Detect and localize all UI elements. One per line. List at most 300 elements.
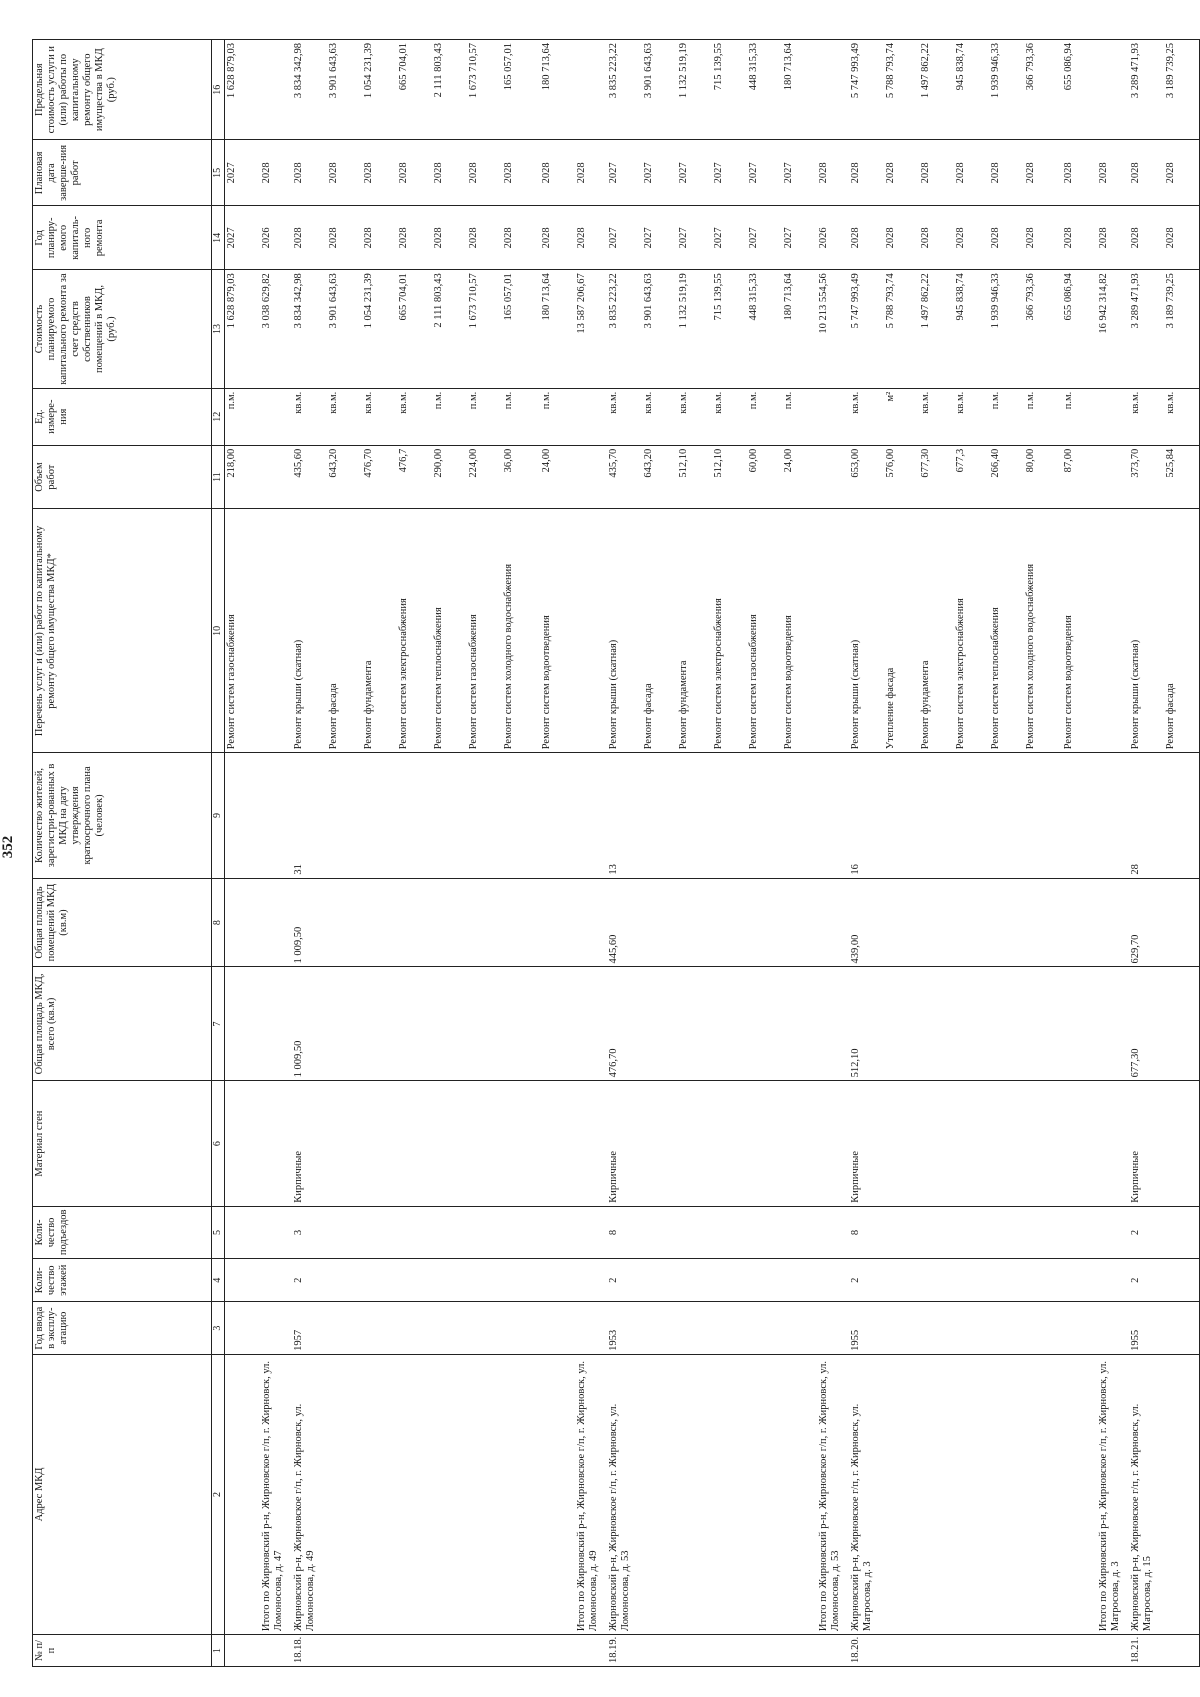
address-cell (884, 1354, 919, 1634)
planned-repair-year-cell: 2027 (225, 206, 261, 270)
row-number-cell (642, 1635, 677, 1667)
residents-count-cell (642, 753, 677, 878)
total-area-cell: 677,30 (1129, 967, 1164, 1081)
table-row (849, 40, 884, 1667)
table-row (747, 40, 782, 1667)
entrances-count-cell (1024, 1206, 1062, 1258)
capital-repair-table (32, 39, 1200, 1667)
total-area-cell (1024, 967, 1062, 1081)
header-cell: Ед. измере-ния (33, 388, 212, 445)
year-commissioned-cell (1164, 1302, 1200, 1354)
address-cell (954, 1354, 989, 1634)
column-number: 8 (212, 878, 225, 967)
floors-count-cell (817, 1259, 849, 1302)
work-volume-cell (575, 445, 607, 509)
premises-area-cell (1062, 878, 1097, 967)
floors-count-cell: 2 (1129, 1259, 1164, 1302)
wall-material-cell (642, 1081, 677, 1206)
floors-count-cell (782, 1259, 817, 1302)
wall-material-cell (575, 1081, 607, 1206)
total-area-cell (884, 967, 919, 1081)
premises-area-cell (432, 878, 467, 967)
table-row (607, 40, 642, 1667)
floors-count-cell (747, 1259, 782, 1302)
planned-repair-year-cell: 2028 (540, 206, 575, 270)
residents-count-cell: 31 (292, 753, 327, 878)
entrances-count-cell (397, 1206, 432, 1258)
column-number: 11 (212, 445, 225, 509)
planned-completion-date-cell: 2028 (1129, 140, 1164, 206)
address-cell (362, 1354, 397, 1634)
residents-count-cell: 16 (849, 753, 884, 878)
premises-area-cell (260, 878, 292, 967)
column-number: 7 (212, 967, 225, 1081)
entrances-count-cell (260, 1206, 292, 1258)
repair-cost-cell: 1 628 879,03 (225, 270, 261, 388)
residents-count-cell (1097, 753, 1129, 878)
floors-count-cell (712, 1259, 747, 1302)
repair-cost-cell: 3 289 471,93 (1129, 270, 1164, 388)
unit-cell: п.м. (782, 388, 817, 445)
table-row (292, 40, 327, 1667)
max-cost-cell: 2 111 803,43 (432, 40, 467, 140)
header-cell: Количество жителей, зарегистри-рованных в МКД на дату утверждения краткосрочного плана (человек) (33, 753, 212, 878)
planned-repair-year-cell: 2028 (1129, 206, 1164, 270)
unit-cell: п.м. (432, 388, 467, 445)
work-type-cell: Ремонт фасада (642, 509, 677, 753)
floors-count-cell (919, 1259, 954, 1302)
address-cell (397, 1354, 432, 1634)
entrances-count-cell (467, 1206, 502, 1258)
row-number-cell (884, 1635, 919, 1667)
wall-material-cell (397, 1081, 432, 1206)
row-number-cell (919, 1635, 954, 1667)
premises-area-cell (1164, 878, 1200, 967)
total-area-cell (1062, 967, 1097, 1081)
year-commissioned-cell (642, 1302, 677, 1354)
wall-material-cell (432, 1081, 467, 1206)
year-commissioned-cell (397, 1302, 432, 1354)
work-type-cell: Ремонт систем холодного водоснабжения (502, 509, 540, 753)
planned-repair-year-cell: 2026 (817, 206, 849, 270)
wall-material-cell (327, 1081, 362, 1206)
max-cost-cell: 3 189 739,25 (1164, 40, 1200, 140)
header-cell: Стоимость планируемого капитального ремонта за счет средств собственников помещений в МКД, (руб.) (33, 270, 212, 388)
planned-repair-year-cell: 2028 (1164, 206, 1200, 270)
table-row (362, 40, 397, 1667)
work-type-cell (575, 509, 607, 753)
repair-cost-cell: 715 139,55 (712, 270, 747, 388)
residents-count-cell (540, 753, 575, 878)
work-type-cell (817, 509, 849, 753)
residents-count-cell (432, 753, 467, 878)
residents-count-cell (884, 753, 919, 878)
year-commissioned-cell (327, 1302, 362, 1354)
repair-cost-cell: 2 111 803,43 (432, 270, 467, 388)
planned-completion-date-cell: 2028 (954, 140, 989, 206)
row-number-cell: 18.18. (292, 1635, 327, 1667)
floors-count-cell (884, 1259, 919, 1302)
floors-count-cell: 2 (607, 1259, 642, 1302)
repair-cost-cell: 366 793,36 (1024, 270, 1062, 388)
unit-cell: кв.м. (642, 388, 677, 445)
repair-cost-cell: 945 838,74 (954, 270, 989, 388)
work-volume-cell: 24,00 (782, 445, 817, 509)
address-cell (1164, 1354, 1200, 1634)
premises-area-cell (747, 878, 782, 967)
address-cell (747, 1354, 782, 1634)
premises-area-cell (954, 878, 989, 967)
unit-cell: кв.м. (1129, 388, 1164, 445)
work-type-cell: Ремонт систем электроснабжения (397, 509, 432, 753)
work-volume-cell: 373,70 (1129, 445, 1164, 509)
max-cost-cell: 1 132 519,19 (677, 40, 712, 140)
work-type-cell: Ремонт крыши (скатная) (292, 509, 327, 753)
repair-cost-cell: 180 713,64 (540, 270, 575, 388)
wall-material-cell (954, 1081, 989, 1206)
max-cost-cell: 1 628 879,03 (225, 40, 261, 140)
entrances-count-cell (540, 1206, 575, 1258)
residents-count-cell (989, 753, 1024, 878)
premises-area-cell (712, 878, 747, 967)
entrances-count-cell (327, 1206, 362, 1258)
premises-area-cell (1024, 878, 1062, 967)
header-cell: Коли-чество этажей (33, 1259, 212, 1302)
wall-material-cell (1164, 1081, 1200, 1206)
residents-count-cell (225, 753, 261, 878)
planned-repair-year-cell: 2028 (432, 206, 467, 270)
max-cost-cell: 3 834 342,98 (292, 40, 327, 140)
planned-repair-year-cell: 2027 (747, 206, 782, 270)
floors-count-cell (432, 1259, 467, 1302)
work-volume-cell: 224,00 (467, 445, 502, 509)
wall-material-cell (884, 1081, 919, 1206)
row-number-cell (397, 1635, 432, 1667)
planned-completion-date-cell: 2028 (432, 140, 467, 206)
premises-area-cell (642, 878, 677, 967)
table-row (642, 40, 677, 1667)
repair-cost-cell: 655 086,94 (1062, 270, 1097, 388)
wall-material-cell: Кирпичные (292, 1081, 327, 1206)
planned-repair-year-cell: 2028 (1097, 206, 1129, 270)
total-row (575, 40, 607, 1667)
header-cell: Общая площадь помещений МКД (кв.м) (33, 878, 212, 967)
floors-count-cell (260, 1259, 292, 1302)
max-cost-cell: 366 793,36 (1024, 40, 1062, 140)
column-number: 3 (212, 1302, 225, 1354)
entrances-count-cell (432, 1206, 467, 1258)
work-volume-cell: 576,00 (884, 445, 919, 509)
year-commissioned-cell (817, 1302, 849, 1354)
column-number: 4 (212, 1259, 225, 1302)
entrances-count-cell: 3 (292, 1206, 327, 1258)
premises-area-cell (677, 878, 712, 967)
premises-area-cell (225, 878, 261, 967)
address-cell: Жирновский р-н, Жирновское г/п, г. Жирновск, ул. Матросова, д. 15 (1129, 1354, 1164, 1634)
planned-completion-date-cell: 2028 (817, 140, 849, 206)
table-row (677, 40, 712, 1667)
planned-repair-year-cell: 2028 (575, 206, 607, 270)
wall-material-cell (540, 1081, 575, 1206)
repair-cost-cell: 3 038 629,82 (260, 270, 292, 388)
planned-completion-date-cell: 2027 (677, 140, 712, 206)
wall-material-cell (467, 1081, 502, 1206)
premises-area-cell (502, 878, 540, 967)
planned-completion-date-cell: 2028 (362, 140, 397, 206)
repair-cost-cell: 5 747 993,49 (849, 270, 884, 388)
max-cost-cell: 3 901 643,63 (327, 40, 362, 140)
address-cell: Жирновский р-н, Жирновское г/п, г. Жирновск, ул. Ломоносова, д. 49 (292, 1354, 327, 1634)
premises-area-cell: 1 009,50 (292, 878, 327, 967)
residents-count-cell (362, 753, 397, 878)
unit-cell: кв.м. (954, 388, 989, 445)
max-cost-cell: 180 713,64 (540, 40, 575, 140)
year-commissioned-cell (432, 1302, 467, 1354)
work-volume-cell: 525,84 (1164, 445, 1200, 509)
year-commissioned-cell (884, 1302, 919, 1354)
floors-count-cell (642, 1259, 677, 1302)
work-type-cell: Ремонт систем газоснабжения (225, 509, 261, 753)
work-volume-cell: 512,10 (677, 445, 712, 509)
work-volume-cell: 677,3 (954, 445, 989, 509)
planned-repair-year-cell: 2028 (1062, 206, 1097, 270)
max-cost-cell: 3 835 223,22 (607, 40, 642, 140)
residents-count-cell (954, 753, 989, 878)
table-row (712, 40, 747, 1667)
residents-count-cell (677, 753, 712, 878)
wall-material-cell (712, 1081, 747, 1206)
residents-count-cell (1024, 753, 1062, 878)
planned-completion-date-cell: 2027 (712, 140, 747, 206)
work-type-cell: Ремонт систем электроснабжения (712, 509, 747, 753)
residents-count-cell (502, 753, 540, 878)
header-row (33, 40, 212, 1667)
header-cell: № п/п (33, 1635, 212, 1667)
planned-completion-date-cell: 2028 (397, 140, 432, 206)
residents-count-cell (782, 753, 817, 878)
work-volume-cell: 512,10 (712, 445, 747, 509)
work-volume-cell: 643,20 (327, 445, 362, 509)
planned-completion-date-cell: 2028 (1062, 140, 1097, 206)
planned-completion-date-cell: 2028 (849, 140, 884, 206)
total-area-cell (747, 967, 782, 1081)
unit-cell (1097, 388, 1129, 445)
planned-repair-year-cell: 2028 (502, 206, 540, 270)
floors-count-cell (362, 1259, 397, 1302)
repair-cost-cell: 3 901 643,63 (327, 270, 362, 388)
year-commissioned-cell (712, 1302, 747, 1354)
entrances-count-cell (362, 1206, 397, 1258)
column-number: 10 (212, 509, 225, 753)
premises-area-cell (362, 878, 397, 967)
row-number-cell (225, 1635, 261, 1667)
work-type-cell: Ремонт фасада (1164, 509, 1200, 753)
work-type-cell: Ремонт фундамента (677, 509, 712, 753)
work-type-cell: Ремонт систем водоотведения (782, 509, 817, 753)
table-row (432, 40, 467, 1667)
year-commissioned-cell (989, 1302, 1024, 1354)
year-commissioned-cell (1062, 1302, 1097, 1354)
wall-material-cell (817, 1081, 849, 1206)
address-cell (502, 1354, 540, 1634)
work-volume-cell: 476,70 (362, 445, 397, 509)
work-type-cell: Ремонт систем водоотведения (1062, 509, 1097, 753)
entrances-count-cell (817, 1206, 849, 1258)
table-row (954, 40, 989, 1667)
entrances-count-cell (677, 1206, 712, 1258)
planned-repair-year-cell: 2028 (362, 206, 397, 270)
row-number-cell (817, 1635, 849, 1667)
total-area-cell (502, 967, 540, 1081)
work-volume-cell (1097, 445, 1129, 509)
address-cell: Жирновский р-н, Жирновское г/п, г. Жирновск, ул. Ломоносова, д. 53 (607, 1354, 642, 1634)
column-number: 5 (212, 1206, 225, 1258)
repair-cost-cell: 3 189 739,25 (1164, 270, 1200, 388)
work-type-cell: Ремонт систем электроснабжения (954, 509, 989, 753)
entrances-count-cell: 2 (1129, 1206, 1164, 1258)
work-volume-cell: 60,00 (747, 445, 782, 509)
floors-count-cell (225, 1259, 261, 1302)
year-commissioned-cell (677, 1302, 712, 1354)
floors-count-cell (467, 1259, 502, 1302)
column-number-row (212, 40, 225, 1667)
planned-completion-date-cell: 2028 (575, 140, 607, 206)
planned-repair-year-cell: 2028 (849, 206, 884, 270)
row-number-cell (1097, 1635, 1129, 1667)
year-commissioned-cell (225, 1302, 261, 1354)
residents-count-cell (747, 753, 782, 878)
work-type-cell: Ремонт систем теплоснабжения (432, 509, 467, 753)
total-area-cell (327, 967, 362, 1081)
premises-area-cell (884, 878, 919, 967)
repair-cost-cell: 3 835 223,22 (607, 270, 642, 388)
work-type-cell: Ремонт систем газоснабжения (747, 509, 782, 753)
floors-count-cell (1024, 1259, 1062, 1302)
wall-material-cell (1024, 1081, 1062, 1206)
max-cost-cell: 1 054 231,39 (362, 40, 397, 140)
unit-cell (575, 388, 607, 445)
planned-repair-year-cell: 2028 (397, 206, 432, 270)
row-number-cell (1062, 1635, 1097, 1667)
planned-repair-year-cell: 2027 (642, 206, 677, 270)
column-number: 12 (212, 388, 225, 445)
work-type-cell: Ремонт систем теплоснабжения (989, 509, 1024, 753)
column-number: 14 (212, 206, 225, 270)
max-cost-cell: 165 057,01 (502, 40, 540, 140)
row-number-cell (502, 1635, 540, 1667)
planned-completion-date-cell: 2028 (540, 140, 575, 206)
residents-count-cell (1062, 753, 1097, 878)
row-number-cell (1164, 1635, 1200, 1667)
row-number-cell (989, 1635, 1024, 1667)
header-cell: Коли-чество подъездов (33, 1206, 212, 1258)
planned-completion-date-cell: 2028 (502, 140, 540, 206)
floors-count-cell (575, 1259, 607, 1302)
max-cost-cell: 5 788 793,74 (884, 40, 919, 140)
total-row (260, 40, 292, 1667)
unit-cell: п.м. (467, 388, 502, 445)
year-commissioned-cell (1024, 1302, 1062, 1354)
work-volume-cell: 653,00 (849, 445, 884, 509)
year-commissioned-cell: 1955 (1129, 1302, 1164, 1354)
row-number-cell (747, 1635, 782, 1667)
year-commissioned-cell (919, 1302, 954, 1354)
year-commissioned-cell (954, 1302, 989, 1354)
unit-cell: п.м. (540, 388, 575, 445)
max-cost-cell: 1 939 946,33 (989, 40, 1024, 140)
max-cost-cell (1097, 40, 1129, 140)
address-cell (712, 1354, 747, 1634)
work-type-cell (1097, 509, 1129, 753)
header-cell: Плановая дата заверше-ния работ (33, 140, 212, 206)
repair-cost-cell: 5 788 793,74 (884, 270, 919, 388)
unit-cell: п.м. (1062, 388, 1097, 445)
unit-cell: кв.м. (397, 388, 432, 445)
work-type-cell: Ремонт систем холодного водоснабжения (1024, 509, 1062, 753)
premises-area-cell: 629,70 (1129, 878, 1164, 967)
premises-area-cell (575, 878, 607, 967)
residents-count-cell (817, 753, 849, 878)
planned-repair-year-cell: 2026 (260, 206, 292, 270)
year-commissioned-cell (1097, 1302, 1129, 1354)
residents-count-cell: 28 (1129, 753, 1164, 878)
header-cell: Общая площадь МКД, всего (кв.м) (33, 967, 212, 1081)
entrances-count-cell (642, 1206, 677, 1258)
residents-count-cell (919, 753, 954, 878)
table-row (1129, 40, 1164, 1667)
table-row (1164, 40, 1200, 1667)
row-number-cell: 18.21. (1129, 1635, 1164, 1667)
unit-cell: п.м. (1024, 388, 1062, 445)
premises-area-cell (989, 878, 1024, 967)
max-cost-cell: 5 747 993,49 (849, 40, 884, 140)
row-number-cell (954, 1635, 989, 1667)
premises-area-cell (540, 878, 575, 967)
unit-cell: п.м. (747, 388, 782, 445)
premises-area-cell (919, 878, 954, 967)
total-area-cell (362, 967, 397, 1081)
unit-cell: п.м. (225, 388, 261, 445)
address-cell (540, 1354, 575, 1634)
residents-count-cell: 13 (607, 753, 642, 878)
entrances-count-cell (954, 1206, 989, 1258)
work-volume-cell (817, 445, 849, 509)
work-volume-cell: 643,20 (642, 445, 677, 509)
work-type-cell: Ремонт фундамента (362, 509, 397, 753)
floors-count-cell (989, 1259, 1024, 1302)
row-number-cell (467, 1635, 502, 1667)
total-area-cell (989, 967, 1024, 1081)
entrances-count-cell (747, 1206, 782, 1258)
floors-count-cell (1062, 1259, 1097, 1302)
work-type-cell: Ремонт фундамента (919, 509, 954, 753)
wall-material-cell: Кирпичные (849, 1081, 884, 1206)
row-number-cell (540, 1635, 575, 1667)
max-cost-cell: 1 673 710,57 (467, 40, 502, 140)
table-row (884, 40, 919, 1667)
row-number-cell (712, 1635, 747, 1667)
planned-completion-date-cell: 2027 (782, 140, 817, 206)
wall-material-cell (677, 1081, 712, 1206)
entrances-count-cell (225, 1206, 261, 1258)
header-cell: Год ввода в эксплу-атацию (33, 1302, 212, 1354)
header-cell: Объем работ (33, 445, 212, 509)
table-row (225, 40, 261, 1667)
planned-completion-date-cell: 2027 (747, 140, 782, 206)
floors-count-cell (677, 1259, 712, 1302)
table-row (1024, 40, 1062, 1667)
planned-repair-year-cell: 2028 (884, 206, 919, 270)
